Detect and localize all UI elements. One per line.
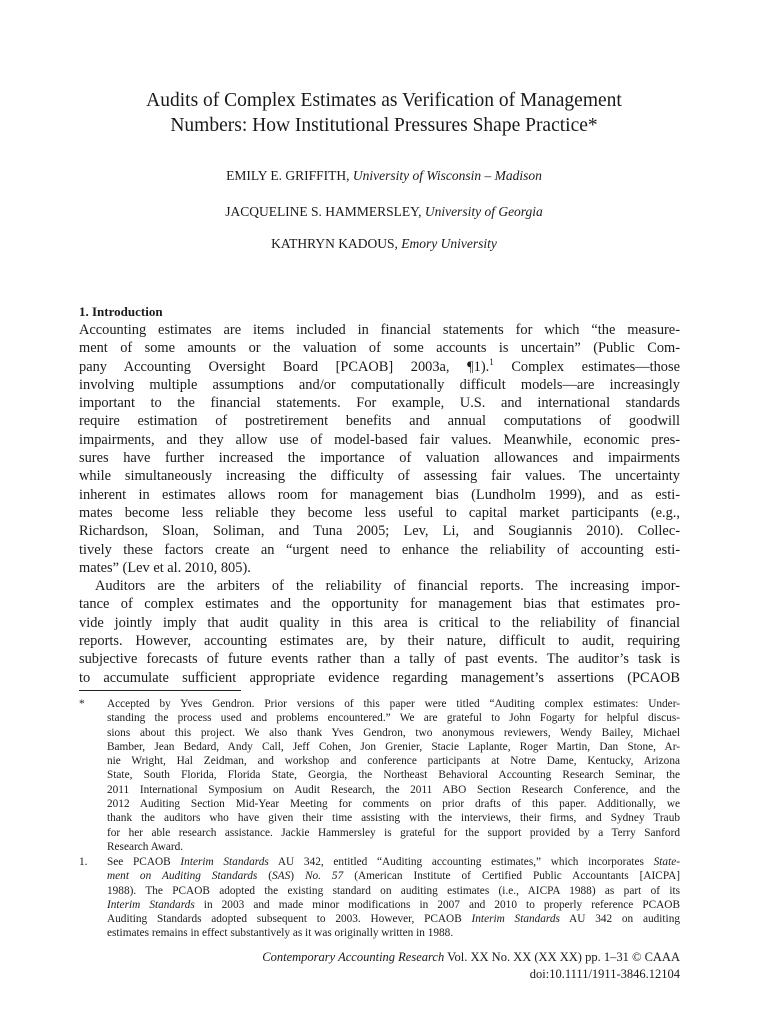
footnote-line: 1988). The PCAOB adopted the existing standard on auditing estimates (i.e., AICPA 1988) as part of its: [107, 884, 680, 897]
paragraph-line: mates become less reliable they become less useful to capital market participants (e.g.,: [79, 504, 680, 521]
footnote-1: [79, 855, 680, 941]
title-line: Numbers: How Institutional Pressures Shape Practice*: [170, 115, 598, 136]
author-griffith: [60, 167, 708, 185]
journal-name: Contemporary Accounting Research: [262, 950, 445, 964]
journal-citation: [262, 949, 680, 966]
title-line: Audits of Complex Estimates as Verification of Management: [146, 90, 622, 111]
paragraph-line: mates” (Lev et al. 2010, 805).: [79, 559, 251, 576]
paragraph-line: require estimation of postretirement benefits and annual computations of goodwill: [79, 413, 680, 430]
footnote-line: State, South Florida, Florida State, Georgia, the Northeast Behavioral Accounting Research Seminar, the: [107, 769, 680, 782]
paragraph-line: sures have further increased the importance of valuation allowances and impairments: [79, 450, 680, 467]
paragraph-line: Richardson, Sloan, Soliman, and Tuna 2005; Lev, Li, and Sougiannis 2010). Collec-: [79, 523, 680, 540]
footnote-mark: 1.: [79, 856, 88, 868]
paragraph-line: ment of some amounts or the valuation of some accounts is uncertain” (Public Com-: [79, 340, 680, 357]
paragraph-line: inherent in estimates allows room for management bias (Lundholm 1999), and as esti-: [79, 486, 680, 503]
footnote-line: estimates remains in effect substantively as it was originally written in 1988.: [107, 927, 454, 940]
text-run: pany Accounting Oversight Board [PCAOB] 2003a, ¶1).: [79, 358, 490, 375]
journal-info: Vol. XX No. XX (XX XX) pp. 1–31 © CAAA: [444, 950, 680, 964]
text-run: (American Institute of Certified Public Accountants [AICPA]: [343, 870, 680, 883]
author-hammersley: [60, 203, 708, 221]
author-name: KATHRYN KADOUS,: [271, 236, 398, 251]
footnote-mark: *: [79, 698, 85, 710]
section-heading: 1. Introduction: [79, 304, 163, 319]
text-run: ): [290, 870, 305, 883]
footnote-line: 2011 International Symposium on Audit Research, the 2011 ABO Section Research Conference, and the: [107, 783, 680, 796]
paragraph-line: while simultaneously increasing the difficulty of assessing fair values. The uncertainty: [79, 468, 680, 485]
footnote-line: thank the auditors who have given their time assisting with the interviews, their firms, and Sydney Traub: [107, 812, 680, 825]
paragraph-line: important to the financial statements. For example, U.S. and international standards: [79, 395, 680, 412]
footnote-line: [107, 912, 680, 926]
text-run: in 2003 and made minor modifications in 2007 and 2010 to properly reference PCAOB: [194, 898, 680, 911]
paragraph-line: to accumulate sufficient appropriate evidence regarding management’s assertions (PCAOB: [79, 669, 680, 686]
paper-title: [60, 88, 708, 138]
footnote-line: Research Award.: [107, 840, 184, 853]
text-run-italic: Interim Standards: [471, 913, 560, 926]
text-run: (: [257, 870, 273, 883]
journal-footer: [262, 949, 680, 983]
author-affiliation: Emory University: [401, 236, 497, 251]
footnote-line: [107, 855, 680, 869]
paragraph-line: involving multiple assumptions and/or computationally difficult models—are increasingly: [79, 376, 680, 393]
text-run-italic: Interim Standards: [180, 856, 269, 868]
author-affiliation: University of Wisconsin – Madison: [352, 168, 542, 183]
author-name: JACQUELINE S. HAMMERSLEY,: [225, 204, 422, 219]
paragraph-line: tance of complex estimates and the opportunity for management bias that estimates pro-: [79, 596, 680, 613]
text-run-italic: State-: [653, 856, 680, 868]
paragraph-line: Auditors are the arbiters of the reliability of financial reports. The increasing impor-: [95, 578, 680, 595]
text-run: AU 342, entitled “Auditing accounting estimates,” which incorporates: [268, 856, 654, 868]
text-run-italic: ment on Auditing Standards: [107, 870, 258, 883]
footnote-line: 2012 Auditing Section Mid-Year Meeting for comments on prior drafts of this paper. Additionally, we: [107, 798, 680, 811]
footnote-line: Bamber, Jean Bedard, Andy Call, Jeff Cohen, Jon Grenier, Stacie Laplante, Roger Martin, Dan Stone, Ar-: [107, 740, 680, 753]
paragraph-line: impairments, and they allow use of model-based fair values. Meanwhile, economic pres-: [79, 431, 680, 448]
paragraph-line: subjective forecasts of future events rather than a tally of past events. The auditor’s task is: [79, 651, 680, 668]
text-run: AU 342 on auditing: [559, 913, 680, 926]
author-kadous: [60, 235, 708, 253]
footnote-line: sions about this project. We also thank Yves Gendron, two anonymous reviewers, Wendy Bailey, Michael: [107, 726, 680, 739]
footnote-line: Accepted by Yves Gendron. Prior versions of this paper were titled “Auditing complex estimates: Under-: [107, 698, 680, 710]
paragraph-line: vide jointly imply that audit quality in this area is critical to the reliability of financial: [79, 614, 680, 631]
journal-doi[interactable]: doi:10.1111/1911-3846.12104: [529, 967, 680, 981]
footnote-line: [107, 898, 680, 912]
footnote-line: standing the process used and problems encountered.” We are grateful to John Fogarty for helpful discus-: [107, 712, 680, 725]
paragraph-line: [79, 358, 680, 376]
text-run-italic: Interim Standards: [107, 898, 195, 911]
footnote-line: for her able research assistance. Jackie Hammersley is grateful for the support provided by a Terry Sanford: [107, 826, 680, 839]
author-affiliation: University of Georgia: [424, 204, 543, 219]
footnote-divider: [79, 690, 241, 691]
author-name: EMILY E. GRIFFITH,: [226, 168, 350, 183]
text-run: Complex estimates—those: [493, 358, 680, 375]
text-run: Auditing Standards adopted subsequent to 2003. However, PCAOB: [107, 913, 472, 926]
text-run-italic: No. 57: [304, 870, 344, 883]
paragraph-line: tively these factors create an “urgent need to enhance the reliability of accounting esti-: [79, 541, 680, 558]
paragraph-line: Accounting estimates are items included in financial statements for which “the measure-: [79, 322, 680, 338]
footnote-star: [79, 697, 680, 854]
text-run-italic: SAS: [272, 870, 291, 883]
paragraph-line: reports. However, accounting estimates are, by their nature, difficult to audit, requiring: [79, 633, 680, 650]
footnote-ref-1: 1: [489, 356, 494, 367]
text-run: See PCAOB: [107, 856, 181, 868]
footnote-line: nie Wright, Hal Zeidman, and workshop and conference participants at Notre Dame, Kentucky, Arizona: [107, 755, 680, 768]
footnote-line: [107, 869, 680, 883]
body-text: [79, 321, 680, 687]
